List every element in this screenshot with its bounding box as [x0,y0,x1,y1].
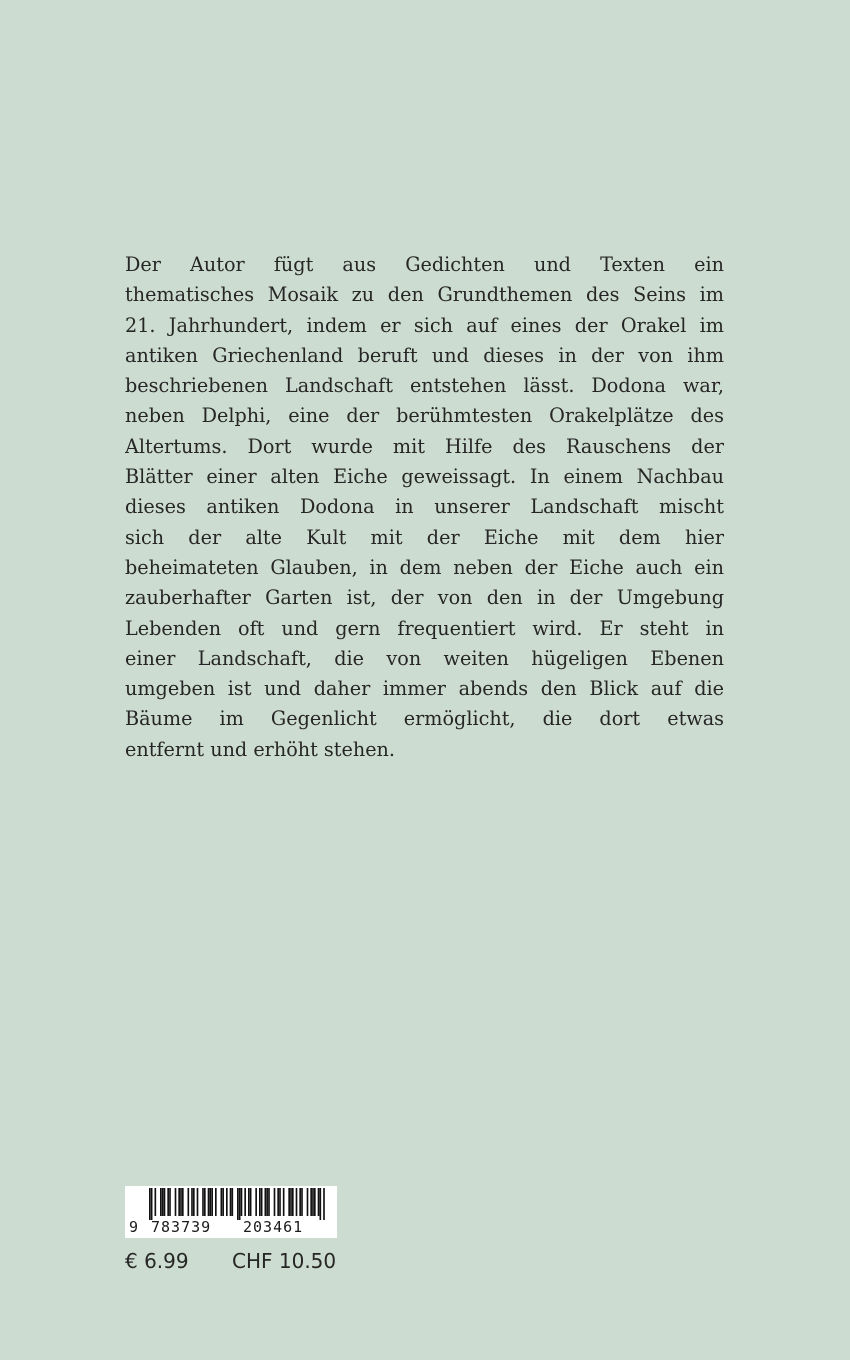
blurb-line: entfernt und erhöht stehen. [125,737,396,761]
barcode-bar [204,1188,206,1216]
blurb-line: neben Delphi, eine der berühmtesten Orakelplätze des [125,404,724,428]
barcode-bar [244,1188,246,1216]
barcode-bar [323,1188,325,1220]
barcode-bar [167,1188,169,1216]
barcode-bar [182,1188,184,1216]
barcode-bar [175,1188,177,1216]
blurb-line: antiken Griechenland beruft und dieses in der von ihm [125,343,724,367]
barcode-bar [237,1188,239,1220]
barcode-bar [162,1188,164,1216]
barcode-bar [301,1188,303,1216]
blurb-line: beschriebenen Landschaft entstehen lässt. Dodona war, [125,374,724,398]
barcode-bar [268,1188,270,1216]
barcode-bar [261,1188,263,1216]
barcode-bar [210,1188,212,1216]
barcode-bar [296,1188,298,1216]
blurb-line: Bäume im Gegenlicht ermöglicht, die dort etwas [125,707,724,731]
barcode-bar [197,1188,199,1216]
blurb-line: thematisches Mosaik zu den Grundthemen des Seins im [125,283,724,307]
blurb-line: Blätter einer alten Eiche geweissagt. In einem Nachbau [125,465,724,489]
isbn-digit-group-1: 783739 [151,1218,212,1236]
barcode-bar [299,1188,301,1216]
barcode-bar [222,1188,224,1216]
price-chf: CHF 10.50 [232,1249,337,1273]
blurb-line: Altertums. Dort wurde mit Hilfe des Rauschens der [125,434,724,458]
blurb-line: Lebenden oft und gern frequentiert wird. Er steht in [125,616,724,640]
barcode-bar [248,1188,250,1216]
barcode-bar [320,1188,322,1220]
barcode-bar [155,1188,157,1216]
barcode-bar [241,1188,243,1216]
barcode-bar [318,1188,320,1216]
barcode-bar [164,1188,166,1216]
barcode-bar [266,1188,268,1216]
barcode-bar [226,1188,228,1216]
barcode-bar [279,1188,281,1216]
barcode-bar [178,1188,180,1216]
barcode-bar [239,1188,241,1220]
barcode-bar [312,1188,314,1216]
barcode-bar [288,1188,290,1216]
barcode-bar [208,1188,210,1216]
barcode-bar [160,1188,162,1216]
blurb-line: umgeben ist und daher immer abends den Blick auf die [125,677,724,701]
isbn-barcode [125,1186,337,1238]
barcode-bar [215,1188,217,1216]
barcode-bar [149,1188,151,1220]
blurb-line: zauberhafter Garten ist, der von den in der Umgebung [125,586,724,610]
blurb-line: dieses antiken Dodona in unserer Landschaft mischt [125,495,724,519]
barcode-bar [292,1188,294,1216]
barcode-bar [314,1188,316,1216]
isbn-digit-group-2: 203461 [243,1218,304,1236]
barcode-bar [169,1188,171,1216]
isbn-digit-first: 9 [129,1218,139,1236]
barcode-bars-icon [125,1186,337,1220]
barcode-bar [265,1188,267,1216]
barcode-bar [259,1188,261,1216]
barcode-bar [274,1188,276,1216]
blurb-line: sich der alte Kult mit der Eiche mit dem hier [125,525,724,549]
price-eur: € 6.99 [125,1249,189,1273]
blurb-line: 21. Jahrhundert, indem er sich auf eines der Orakel im [125,313,724,337]
barcode-bar [277,1188,279,1216]
barcode-bar [232,1188,234,1216]
barcode-bar [180,1188,182,1216]
barcode-bar [221,1188,223,1216]
barcode-bar [307,1188,309,1216]
barcode-bar [230,1188,232,1216]
barcode-bar [211,1188,213,1216]
barcode-bar [255,1188,257,1216]
barcode-bar [191,1188,193,1216]
blurb-line: Der Autor fügt aus Gedichten und Texten ein [125,253,724,276]
blurb-line: beheimateten Glauben, in dem neben der Eiche auch ein [125,555,724,579]
barcode-bar [283,1188,285,1216]
blurb-text [125,250,724,765]
barcode-bar [188,1188,190,1216]
barcode-bar [250,1188,252,1216]
barcode-bar [290,1188,292,1216]
barcode-bar [193,1188,195,1216]
barcode-bar [202,1188,204,1216]
barcode-bar [151,1188,153,1220]
blurb-line: einer Landschaft, die von weiten hügeligen Ebenen [125,646,724,670]
barcode-bar [310,1188,312,1216]
